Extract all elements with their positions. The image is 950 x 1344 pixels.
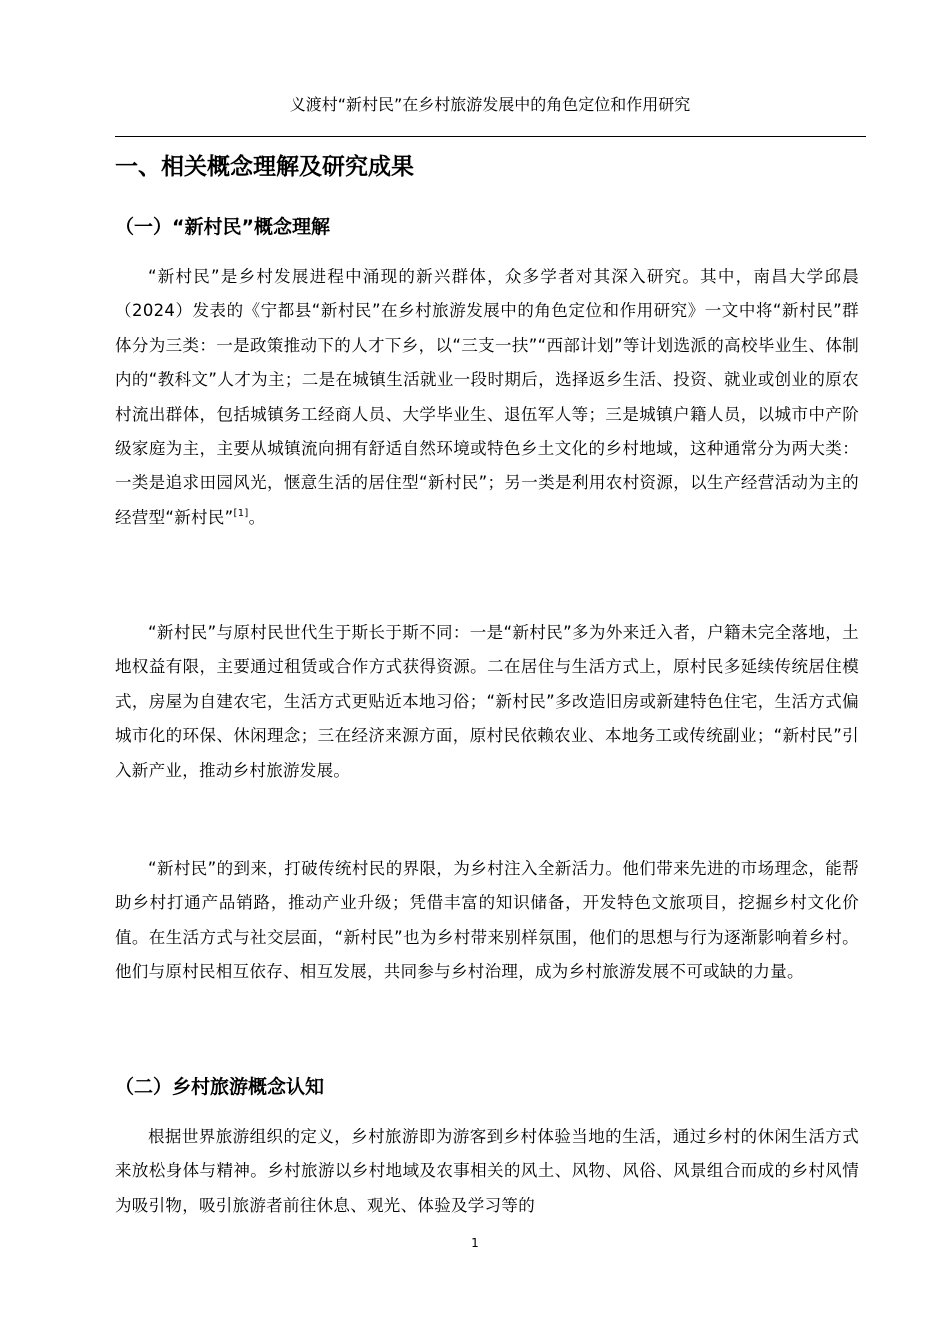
header-rule — [115, 136, 866, 137]
paragraph-3: “新村民”的到来，打破传统村民的界限，为乡村注入全新活力。他们带来先进的市场理念，能帮助乡村打通产品销路，推动产业升级；凭借丰富的知识储备，开发特色文旅项目，挖掘乡村文化价值。在生活方式与社交层面，“新村民”也为乡村带来别样氛围，他们的思想与行为逐渐影响着乡村。他们与原村民相互依存、相互发展，共同参与乡村治理，成为乡村旅游发展不可或缺的力量。 — [115, 859, 859, 982]
paragraph-1-text: “新村民”是乡村发展进程中涌现的新兴群体，众多学者对其深入研究。其中，南昌大学邱晨（2024）发表的《宁都县“新村民”在乡村旅游发展中的角色定位和作用研究》一文中将“新村民”群体分为三类：一是政策推动下的人才下乡，以“三支一扶”“西部计划”等计划选派的高校毕业生、体制内的“教科文”人才为主；二是在城镇生活就业一段时期后，选择返乡生活、投资、就业或创业的原农村流出群体，包括城镇务工经商人员、大学毕业生、退伍军人等；三是城镇户籍人员，以城市中产阶级家庭为主，主要从城镇流向拥有舒适自然环境或特色乡土文化的乡村地域，这种通常分为两大类：一类是追求田园风光，惬意生活的居住型“新村民”；另一类是利用农村资源，以生产经营活动为主的经营型“新村民” — [115, 267, 859, 527]
section-title: 一、相关概念理解及研究成果 — [115, 154, 414, 180]
subsection-title-2: （二）乡村旅游概念认知 — [115, 1076, 325, 1098]
paragraph-1 — [115, 260, 859, 535]
citation-1: [1] — [233, 507, 249, 519]
running-header: 义渡村“新村民”在乡村旅游发展中的角色定位和作用研究 — [289, 95, 691, 114]
paragraph-1-end: 。 — [248, 507, 266, 527]
paragraph-4: 根据世界旅游组织的定义，乡村旅游即为游客到乡村体验当地的生活，通过乡村的休闲生活方式来放松身体与精神。乡村旅游以乡村地域及农事相关的风土、风物、风俗、风景组合而成的乡村风情为吸引物，吸引旅游者前往休息、观光、体验及学习等的 — [115, 1127, 859, 1215]
page-number: 1 — [471, 1236, 479, 1250]
subsection-title-1: （一）“新村民”概念理解 — [115, 216, 330, 238]
paragraph-2: “新村民”与原村民世代生于斯长于斯不同：一是“新村民”多为外来迁入者，户籍未完全落地，土地权益有限，主要通过租赁或合作方式获得资源。二在居住与生活方式上，原村民多延续传统居住模式，房屋为自建农宅，生活方式更贴近本地习俗；“新村民”多改造旧房或新建特色住宅，生活方式偏城市化的环保、休闲理念；三在经济来源方面，原村民依赖农业、本地务工或传统副业；“新村民”引入新产业，推动乡村旅游发展。 — [115, 623, 859, 780]
